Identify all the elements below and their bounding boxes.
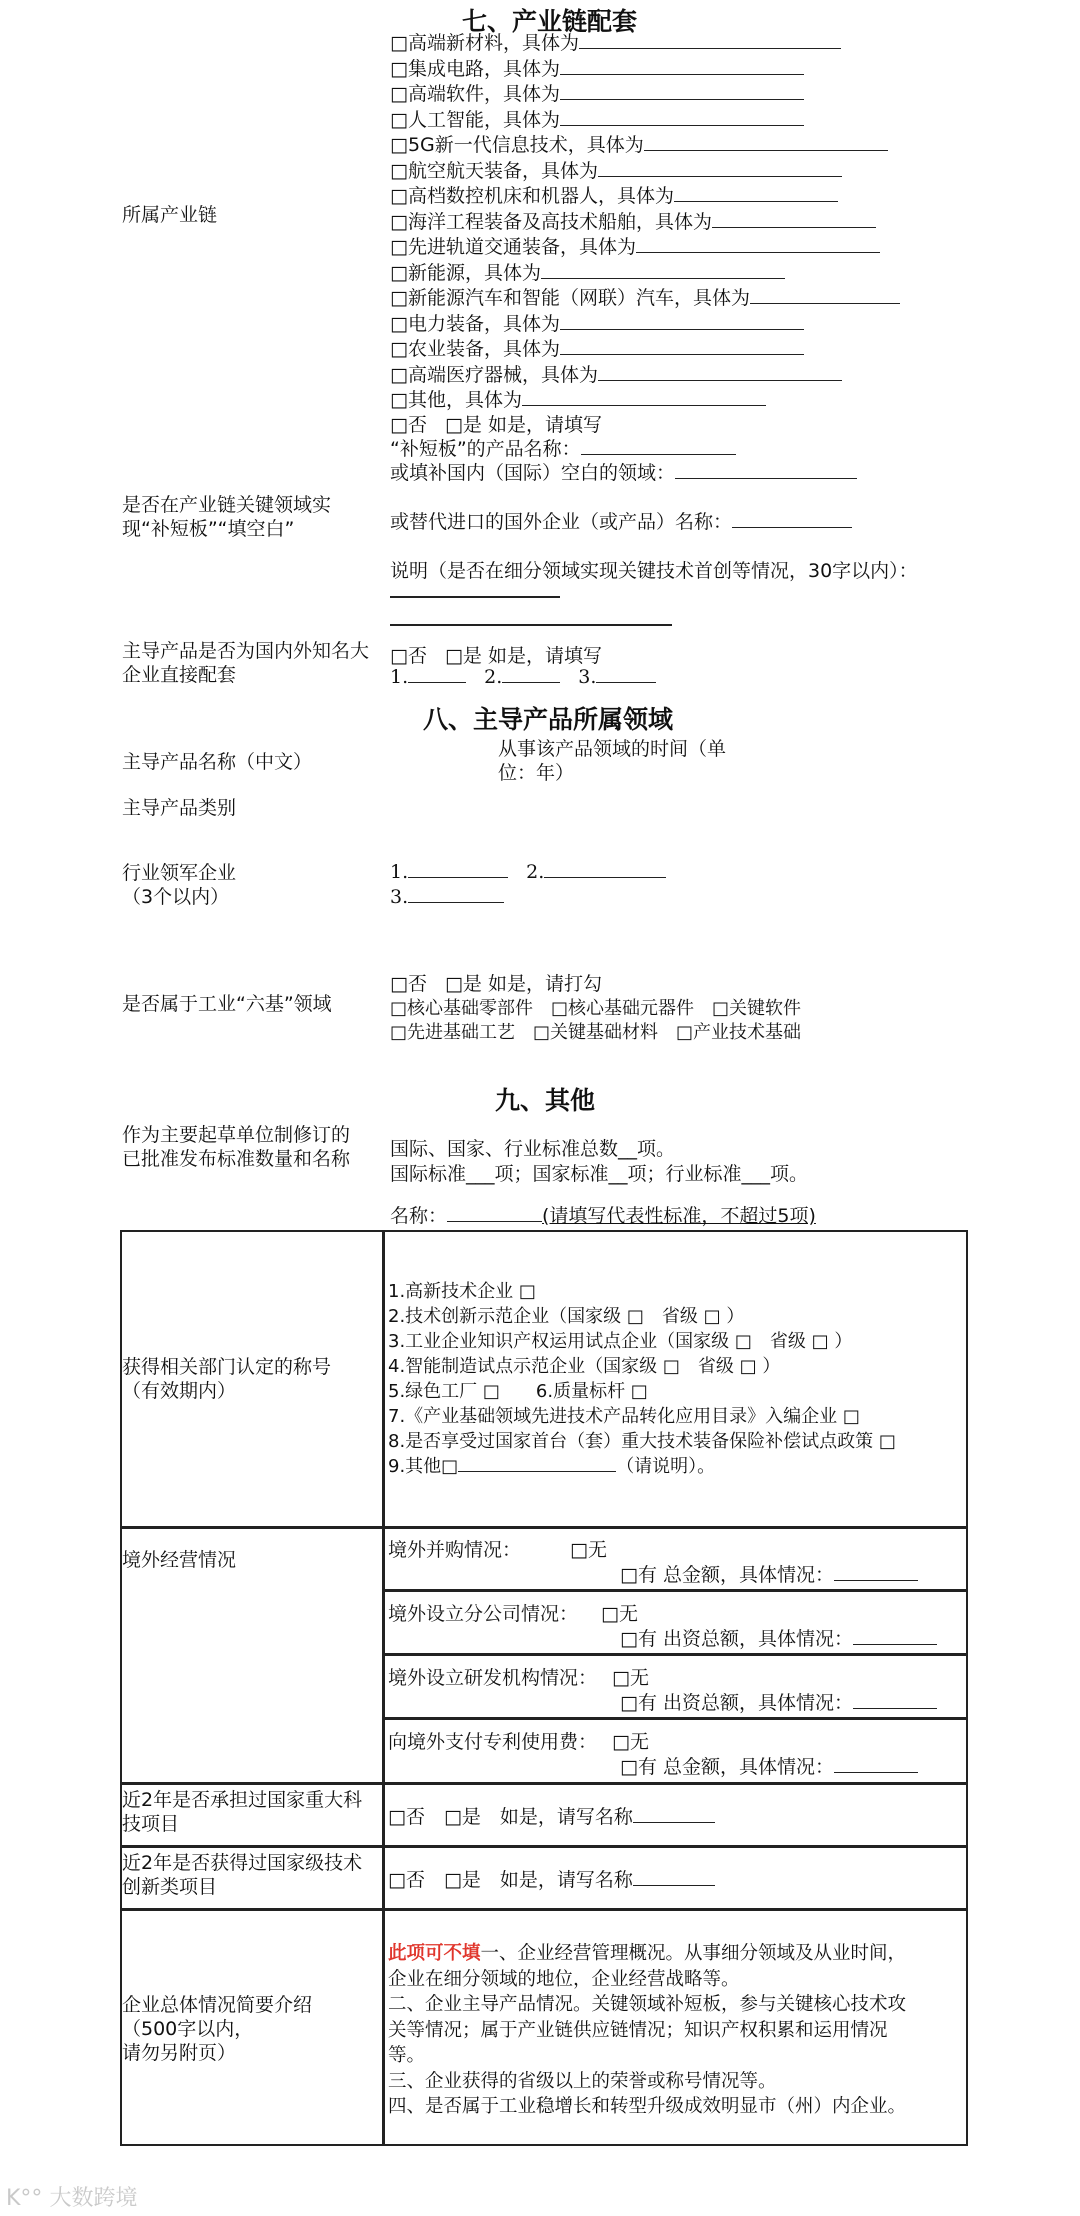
shortboard-product-field[interactable] [581, 453, 736, 455]
checkbox[interactable]: □ [390, 83, 408, 105]
supply-field-3[interactable] [596, 681, 656, 683]
leaders-fields-row2: 3. [390, 886, 504, 908]
sixbase-option[interactable]: □核心基础元器件 [551, 998, 695, 1019]
shortboard-product-line: “补短板”的产品名称： [390, 434, 736, 461]
shortboard-replace-field[interactable] [732, 526, 852, 528]
titles-label: 获得相关部门认定的称号 [122, 1356, 332, 1378]
leaders-fields-row1: 1. 2. [390, 861, 666, 883]
major-project-label: 近2年是否承担过国家重大科技项目 [122, 1789, 363, 1835]
checkbox[interactable]: □ [390, 134, 408, 156]
checkbox[interactable]: □ [390, 185, 408, 207]
title-item[interactable]: 4.智能制造试点示范企业（国家级 □ 省级 □ ） [388, 1356, 781, 1377]
leaders-label: 行业领军企业 [122, 862, 237, 884]
overview-limit: （500字以内， [122, 2018, 254, 2040]
overview-text: 此项可不填一、企业经营管理概况。从事细分领域及从业时间， 企业在细分领域的地位，企业经营战略等。 二、企业主导产品情况。关键领域补短板，参与关键核心技术攻 关等情况；属于产业链供应链情况；知识产权积累和运用情况 等。 三、企业获得的省级以上的荣誉或称号情况等。 四、是否属于工业稳增长和转型升级成效明显市（州）内企业。 [388, 1943, 907, 2117]
checkbox[interactable]: □ [390, 57, 408, 80]
watermark-logo-icon: K°° [6, 2186, 43, 2211]
chain-option[interactable]: □5G新一代信息技术，具体为 [390, 133, 900, 159]
checkbox[interactable]: □ [444, 414, 463, 436]
chain-option[interactable]: □其他，具体为 [390, 388, 900, 414]
sixbase-option[interactable]: □核心基础零部件 [390, 998, 534, 1019]
overseas-has[interactable]: □有 总金额，具体情况： [620, 1560, 918, 1587]
checkbox[interactable]: □ [390, 338, 408, 360]
overseas-has[interactable]: □有 总金额，具体情况： [620, 1752, 918, 1779]
leader-field-1[interactable] [408, 876, 508, 878]
shortboard-replace-line: 或替代进口的国外企业（或产品）名称： [390, 507, 852, 534]
shortboard-note-field-1[interactable] [390, 596, 560, 598]
checkbox[interactable]: □ [390, 389, 408, 411]
checkbox[interactable]: □ [444, 973, 463, 995]
overseas-has[interactable]: □有 出资总额，具体情况： [620, 1624, 937, 1651]
chain-option[interactable]: □高端医疗器械，具体为 [390, 363, 900, 389]
title-item[interactable]: 2.技术创新示范企业（国家级 □ 省级 □ ） [388, 1306, 745, 1327]
sixbase-options-row2 [390, 1018, 801, 1044]
leader-field-2[interactable] [544, 876, 666, 878]
checkbox[interactable]: □ [390, 236, 408, 258]
section-7-title: 七、产业链配套 [462, 7, 638, 36]
chain-option[interactable]: □高端新材料，具体为 [390, 31, 900, 57]
chain-option[interactable]: □新能源汽车和智能（网联）汽车，具体为 [390, 286, 900, 312]
chain-option[interactable]: □先进轨道交通装备，具体为 [390, 235, 900, 261]
overseas-none[interactable]: □无 [601, 1603, 638, 1625]
overseas-row-label: 境外设立研发机构情况： [388, 1667, 598, 1689]
section-9-title: 九、其他 [495, 1086, 596, 1115]
chain-option[interactable]: □新能源，具体为 [390, 261, 900, 287]
sixbase-option[interactable]: □产业技术基础 [676, 1022, 802, 1043]
chain-option[interactable]: □农业装备，具体为 [390, 337, 900, 363]
title-item[interactable]: 7.《产业基础领域先进技术产品转化应用目录》入编企业 □ [388, 1406, 860, 1427]
title-item-other[interactable]: 9.其他□ （请说明）。 [388, 1456, 716, 1477]
optional-note: 此项可不填 [388, 1943, 481, 1964]
product-time-label: 从事该产品领域的时间（单位：年） [498, 738, 727, 784]
section-8-title: 八、主导产品所属领域 [423, 705, 674, 734]
product-category-label: 主导产品类别 [122, 797, 237, 819]
standards-total: 国际、国家、行业标准总数__项。 [390, 1138, 676, 1160]
supply-field-1[interactable] [408, 681, 466, 683]
checkbox[interactable]: □ [390, 210, 408, 233]
overseas-has[interactable]: □有 出资总额，具体情况： [620, 1688, 937, 1715]
chain-option[interactable]: □电力装备，具体为 [390, 312, 900, 338]
overseas-none[interactable]: □无 [612, 1731, 649, 1753]
supply-choice[interactable]: □否 □是 如是，请填写 [390, 645, 602, 667]
standards-name-field[interactable] [447, 1220, 542, 1222]
standards-name-line: 名称： (请填写代表性标准，不超过5项) [390, 1205, 816, 1227]
leader-field-3[interactable] [408, 901, 504, 903]
overseas-row-label: 向境外支付专利使用费： [388, 1731, 598, 1753]
shortboard-note-field-2[interactable] [390, 624, 672, 626]
leaders-limit: （3个以内） [122, 886, 230, 908]
chain-option[interactable]: □海洋工程装备及高技术船舶，具体为 [390, 210, 900, 236]
industry-chain-label: 所属产业链 [122, 204, 218, 226]
title-item[interactable]: 1.高新技术企业 □ [388, 1281, 536, 1302]
shortboard-domain-field[interactable] [675, 477, 857, 479]
sixbase-label: 是否属于工业“六基”领域 [122, 993, 332, 1015]
watermark: K°° 大数跨境 [6, 2186, 138, 2211]
supply-fields: 1. 2. 3. [390, 666, 656, 688]
shortboard-domain-line: 或填补国内（国际）空白的领域： [390, 458, 857, 485]
major-project-answer[interactable]: □否 □是 如是，请写名称 [388, 1802, 715, 1829]
product-name-label: 主导产品名称（中文） [122, 751, 313, 773]
overseas-label: 境外经营情况 [122, 1549, 237, 1571]
checkbox[interactable]: □ [390, 159, 408, 182]
sixbase-option[interactable]: □先进基础工艺 [390, 1022, 516, 1043]
titles-validity: （有效期内） [122, 1380, 237, 1402]
overseas-none[interactable]: □无 [612, 1667, 649, 1689]
checkbox[interactable]: □ [390, 287, 408, 309]
overseas-row-label: 境外并购情况： [388, 1539, 522, 1561]
chain-option[interactable]: □人工智能，具体为 [390, 108, 900, 134]
sixbase-options-row1 [390, 994, 801, 1020]
title-item[interactable]: 8.是否享受过国家首台（套）重大技术装备保险补偿试点政策 □ [388, 1431, 896, 1452]
checkbox[interactable]: □ [390, 312, 408, 335]
sixbase-choice[interactable]: □否 □是 如是，请打勾 [390, 973, 602, 995]
shortboard-note: 说明（是否在细分领域实现关键技术首创等情况，30字以内）： [390, 560, 918, 582]
innovation-project-answer[interactable]: □否 □是 如是，请写名称 [388, 1865, 715, 1892]
titles-list [388, 1279, 896, 1479]
checkbox[interactable]: □ [390, 414, 408, 436]
checkbox[interactable]: □ [390, 108, 408, 131]
industry-chain-options [390, 31, 900, 414]
checkbox[interactable]: □ [390, 973, 408, 995]
sixbase-option[interactable]: □关键基础材料 [533, 1022, 659, 1043]
title-item[interactable]: 5.绿色工厂 □ 6.质量标杆 □ [388, 1381, 648, 1402]
standards-label: 作为主要起草单位制修订的已批准发布标准数量和名称 [122, 1124, 351, 1170]
checkbox[interactable]: □ [390, 363, 408, 386]
overseas-row-label: 境外设立分公司情况： [388, 1603, 579, 1625]
checkbox[interactable]: □ [390, 645, 408, 667]
checkbox[interactable]: □ [390, 261, 408, 284]
overseas-none[interactable]: □无 [570, 1539, 607, 1561]
standards-breakdown: 国际标准___项；国家标准__项；行业标准___项。 [390, 1163, 809, 1185]
overview-note: 请勿另附页） [122, 2042, 237, 2064]
overview-label: 企业总体情况简要介绍 [122, 1994, 313, 2016]
supply-field-2[interactable] [502, 681, 560, 683]
innovation-project-label: 近2年是否获得过国家级技术创新类项目 [122, 1852, 363, 1898]
shortboard-label: 是否在产业链关键领域实现“补短板”“填空白” [122, 494, 332, 540]
chain-option[interactable]: □集成电路，具体为 [390, 57, 900, 83]
supply-label: 主导产品是否为国内外知名大企业直接配套 [122, 640, 370, 686]
chain-option[interactable]: □航空航天装备，具体为 [390, 159, 900, 185]
chain-option[interactable]: □高档数控机床和机器人，具体为 [390, 184, 900, 210]
sixbase-option[interactable]: □关键软件 [712, 998, 802, 1019]
checkbox[interactable]: □ [444, 645, 463, 667]
chain-option[interactable]: □高端软件，具体为 [390, 82, 900, 108]
title-item[interactable]: 3.工业企业知识产权运用试点企业（国家级 □ 省级 □ ） [388, 1331, 853, 1352]
checkbox[interactable]: □ [390, 32, 408, 54]
shortboard-choice[interactable]: □否 □是 如是，请填写 [390, 414, 602, 436]
